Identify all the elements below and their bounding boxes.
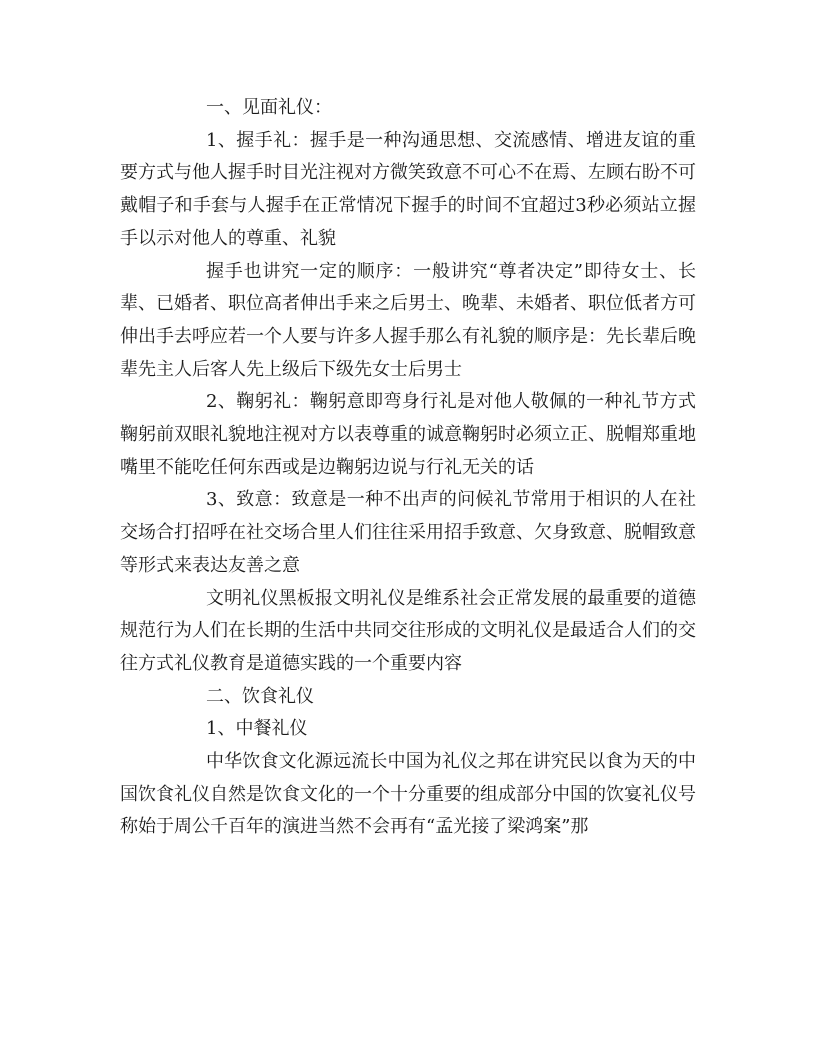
section-heading-dining-etiquette: 二、饮食礼仪: [206, 685, 314, 707]
paragraph-greeting: 3、致意：致意是一种不出声的问候礼节常用于相识的人在社交场合打招呼在社交场合里人们往往采用招手致意、欠身致意、脱帽致意等形式来表达友善之意: [120, 489, 696, 576]
document-body: [120, 92, 696, 844]
paragraph-handshake: 1、握手礼：握手是一种沟通思想、交流感情、增进友谊的重要方式与他人握手时目光注视对方微笑致意不可心不在焉、左顾右盼不可戴帽子和手套与人握手在正常情况下握手的时间不宜超过3秒必须站立握手以示对他人的尊重、礼貌: [120, 129, 696, 249]
paragraph-handshake-order: 握手也讲究一定的顺序：一般讲究“尊者决定”即待女士、长辈、已婚者、职位高者伸出手来之后男士、晚辈、未婚者、职位低者方可伸出手去呼应若一个人要与许多人握手那么有礼貌的顺序是：先长辈后晚辈先主人后客人先上级后下级先女士后男士: [120, 260, 696, 380]
paragraph-bow: 2、鞠躬礼：鞠躬意即弯身行礼是对他人敬佩的一种礼节方式鞠躬前双眼礼貌地注视对方以表尊重的诚意鞠躬时必须立正、脱帽郑重地嘴里不能吃任何东西或是边鞠躬边说与行礼无关的话: [120, 391, 696, 478]
subsection-heading-chinese-dining: 1、中餐礼仪: [206, 718, 308, 740]
paragraph-chinese-dining: 中华饮食文化源远流长中国为礼仪之邦在讲究民以食为天的中国饮食礼仪自然是饮食文化的一个十分重要的组成部分中国的饮宴礼仪号称始于周公千百年的演进当然不会再有“孟光接了梁鸿案”那: [120, 751, 696, 838]
paragraph-civility: 文明礼仪黑板报文明礼仪是维系社会正常发展的最重要的道德规范行为人们在长期的生活中共同交往形成的文明礼仪是最适合人们的交往方式礼仪教育是道德实践的一个重要内容: [120, 587, 696, 674]
section-heading-meeting-etiquette: 一、见面礼仪：: [206, 97, 332, 118]
